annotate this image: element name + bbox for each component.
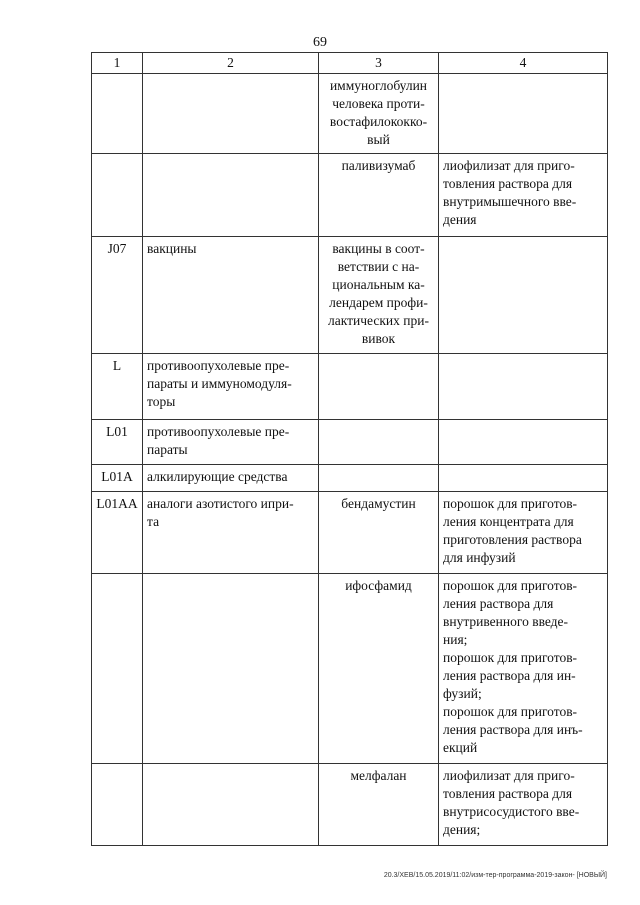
cell-text-line: паливизумаб [341, 158, 416, 173]
atc-code-cell: L01A [92, 465, 143, 492]
cell-text-line: дения [443, 212, 477, 227]
dosage-form-cell [439, 492, 608, 574]
group-cell [143, 154, 319, 237]
atc-code-cell [92, 154, 143, 237]
group-cell [143, 354, 319, 420]
cell-text-line: ления раствора для инъ- [443, 722, 583, 737]
atc-code-cell: J07 [92, 237, 143, 354]
cell-text-line: ния; [443, 632, 468, 647]
drug-name-cell [319, 492, 439, 574]
cell-text-line: иммуноглобулин [329, 78, 428, 93]
cell-text-line: фузий; [443, 686, 482, 701]
cell-text-line: ления концентрата для [443, 514, 574, 529]
cell-text-line: товления раствора для [443, 176, 573, 191]
cell-text-line: вакцины в соот- [332, 241, 425, 256]
atc-code-cell [92, 74, 143, 154]
footer-stamp: 20.3/ХЕВ/15.05.2019/11:02/изм-тер-программа-2019-закон- [НОВЫЙ] [383, 872, 607, 879]
dosage-form-cell [439, 154, 608, 237]
drug-table [91, 52, 608, 846]
dosage-form-cell [439, 465, 608, 492]
group-cell [143, 574, 319, 764]
group-cell [143, 74, 319, 154]
table-row [92, 492, 608, 574]
group-cell [143, 420, 319, 465]
cell-text-line: ления раствора для ин- [443, 668, 576, 683]
drug-name-cell [319, 237, 439, 354]
cell-text-line: человека проти- [332, 96, 425, 111]
cell-text-line: ления раствора для [443, 596, 554, 611]
cell-text-line: внутривенного введе- [443, 614, 569, 629]
atc-code-cell: L01AA [92, 492, 143, 574]
cell-text-line: торы [147, 394, 176, 409]
cell-text-line: екций [443, 740, 478, 755]
column-header: 1 [92, 53, 143, 74]
cell-text-line: товления раствора для [443, 786, 573, 801]
group-cell [143, 237, 319, 354]
atc-code-cell: L01 [92, 420, 143, 465]
cell-text-line: внутримышечного вве- [443, 194, 577, 209]
page-number: 69 [313, 35, 327, 50]
dosage-form-cell [439, 237, 608, 354]
table-row [92, 574, 608, 764]
dosage-form-cell [439, 764, 608, 846]
cell-text-line: порошок для приготов- [443, 578, 578, 593]
cell-text-line: ифосфамид [345, 578, 412, 593]
cell-text-line: вивок [361, 331, 396, 346]
cell-text-line: востафилококко- [329, 114, 428, 129]
drug-name-cell [319, 465, 439, 492]
column-header: 2 [143, 53, 319, 74]
cell-text-line: аналоги азотистого ипри- [147, 496, 294, 511]
table-row [92, 764, 608, 846]
cell-text-line: противоопухолевые пре- [147, 424, 290, 439]
cell-text-line: лактических при- [328, 313, 429, 328]
cell-text-line: порошок для приготов- [443, 496, 578, 511]
cell-text-line: вакцины [147, 241, 197, 256]
atc-code-cell [92, 574, 143, 764]
drug-name-cell [319, 420, 439, 465]
column-header: 4 [439, 53, 608, 74]
table-row [92, 74, 608, 154]
cell-text-line: алкилирующие средства [147, 469, 288, 484]
table-header-row [92, 53, 608, 74]
cell-text-line: для инфузий [443, 550, 516, 565]
cell-text-line: та [147, 514, 160, 529]
table-row [92, 420, 608, 465]
cell-text-line: приготовления раствора [443, 532, 582, 547]
drug-name-cell [319, 764, 439, 846]
cell-text-line: лиофилизат для приго- [443, 158, 575, 173]
column-header: 3 [319, 53, 439, 74]
atc-code-cell [92, 764, 143, 846]
dosage-form-cell [439, 420, 608, 465]
cell-text-line: параты [147, 442, 188, 457]
table-body [92, 74, 608, 846]
cell-text-line: вый [367, 132, 390, 147]
cell-text-line: порошок для приготов- [443, 704, 578, 719]
cell-text-line: порошок для приготов- [443, 650, 578, 665]
table-row [92, 237, 608, 354]
cell-text-line: внутрисосудистого вве- [443, 804, 580, 819]
cell-text-line: лиофилизат для приго- [443, 768, 575, 783]
dosage-form-cell [439, 574, 608, 764]
group-cell [143, 492, 319, 574]
cell-text-line: бендамустин [341, 496, 416, 511]
table-row [92, 354, 608, 420]
group-cell [143, 764, 319, 846]
dosage-form-cell [439, 354, 608, 420]
drug-name-cell [319, 354, 439, 420]
cell-text-line: дения; [443, 822, 481, 837]
table-row [92, 465, 608, 492]
cell-text-line: циональным ка- [332, 277, 425, 292]
atc-code-cell: L [92, 354, 143, 420]
cell-text-line: ветствии с на- [337, 259, 420, 274]
group-cell [143, 465, 319, 492]
table-row [92, 154, 608, 237]
cell-text-line: мелфалан [350, 768, 407, 783]
cell-text-line: лендарем профи- [329, 295, 428, 310]
cell-text-line: параты и иммуномодуля- [147, 376, 292, 391]
dosage-form-cell [439, 74, 608, 154]
drug-name-cell [319, 74, 439, 154]
cell-text-line: противоопухолевые пре- [147, 358, 290, 373]
drug-name-cell [319, 154, 439, 237]
drug-name-cell [319, 574, 439, 764]
